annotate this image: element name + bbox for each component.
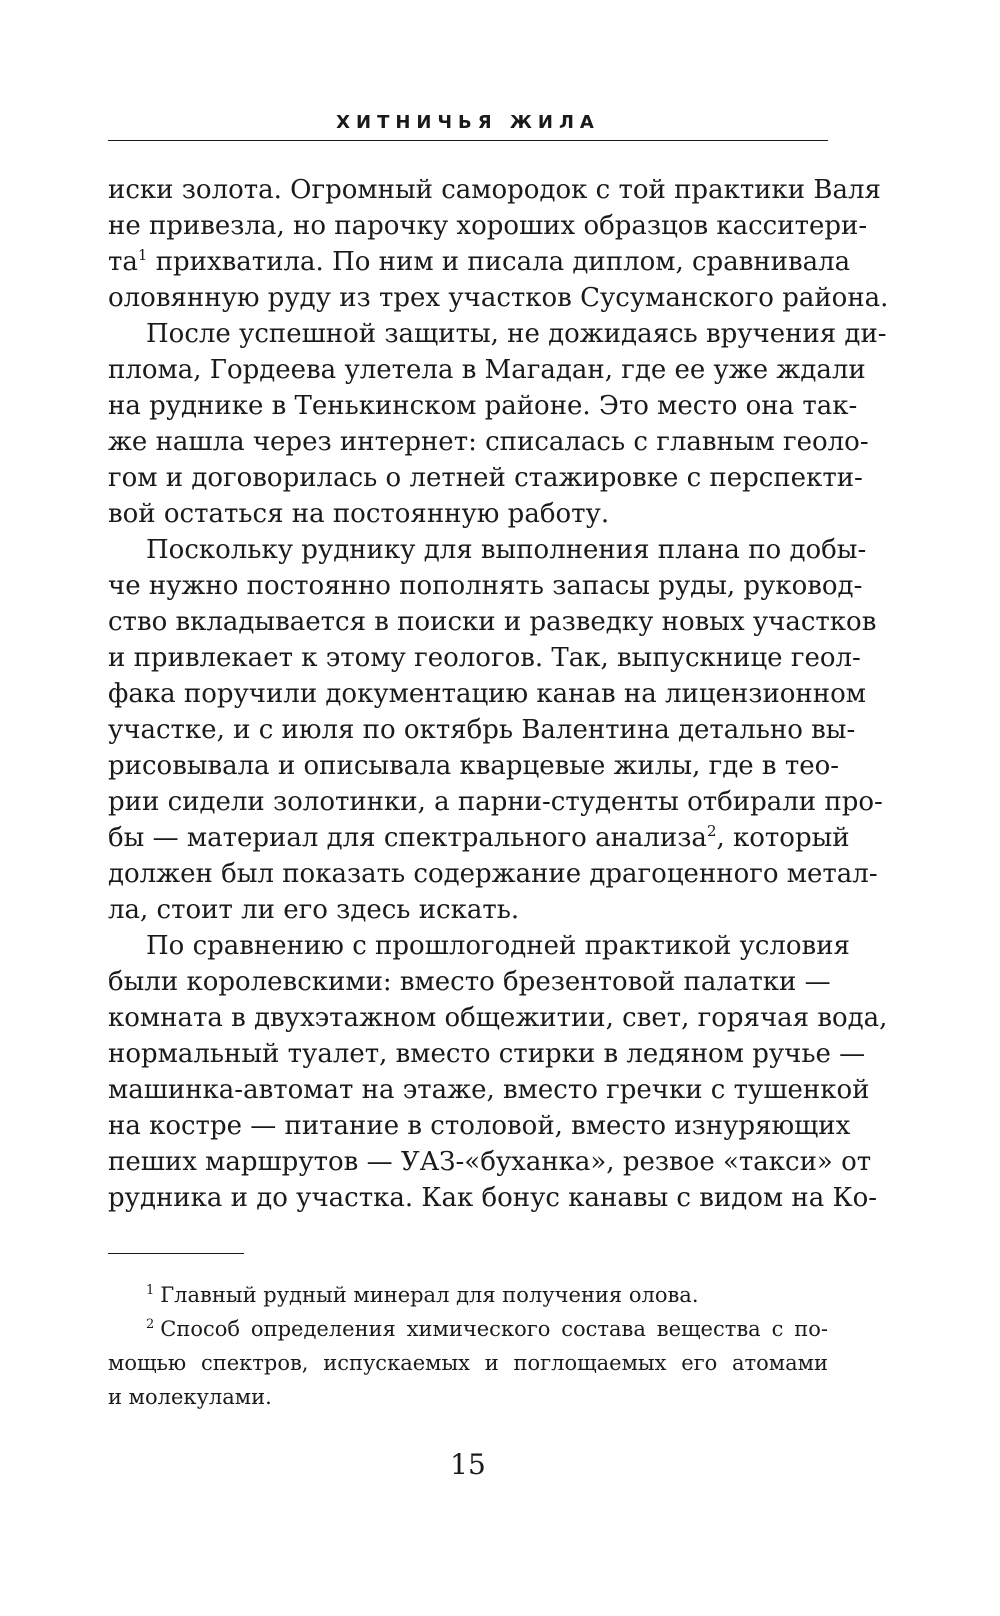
text-line: на руднике в Тенькинском районе. Это место она так-: [108, 391, 858, 421]
text-line: че нужно постоянно пополнять запасы руды, руковод-: [108, 571, 863, 601]
text-line: на костре — питание в столовой, вместо изнуряющих: [108, 1111, 851, 1141]
text-line: и привлекает к этому геологов. Так, выпускнице геол-: [108, 643, 861, 673]
header-rule: [108, 140, 828, 141]
text-line: рисовывала и описывала кварцевые жилы, где в тео-: [108, 751, 840, 781]
text-line: фака поручили документацию канав на лицензионном: [108, 679, 866, 709]
text-line: же нашла через интернет: списалась с главным геоло-: [108, 427, 869, 457]
footnotes: [108, 1278, 828, 1414]
text-line: рии сидели золотинки, а парни-студенты отбирали про-: [108, 787, 883, 817]
footnote-separator: [108, 1253, 244, 1254]
text-line: нормальный туалет, вместо стирки в ледяном ручье —: [108, 1039, 866, 1069]
text-line: должен был показать содержание драгоценного метал-: [108, 859, 878, 889]
text-line: пеших маршрутов — УАЗ-«буханка», резвое «такси» от: [108, 1147, 872, 1177]
footnote-2-line: мощью спектров, испускаемых и поглощаемых его атомами: [108, 1351, 828, 1375]
text-line: вой остаться на постоянную работу.: [108, 499, 610, 529]
text-line: Поскольку руднику для выполнения плана по добы-: [146, 535, 867, 565]
text-line: бы — материал для спектрального анализа$^2$, который: [108, 822, 850, 853]
text-line: плома, Гордеева улетела в Магадан, где ее уже ждали: [108, 355, 866, 385]
text-line: После успешной защиты, не дожидаясь вручения ди-: [146, 319, 887, 349]
footnote-mark: 2: [146, 1317, 155, 1332]
text-line: ство вкладывается в поиски и разведку новых участков: [108, 607, 877, 637]
footnote-ref-1[interactable]: 1: [137, 246, 148, 264]
footnote-2-line: и молекулами.: [108, 1385, 272, 1409]
text-line: ла, стоит ли его здесь искать.: [108, 895, 520, 925]
text-line: гом и договорилась о летней стажировке с перспекти-: [108, 463, 863, 493]
text-line: не привезла, но парочку хороших образцов касситери-: [108, 211, 868, 241]
footnote-1: $^1$ Главный рудный минерал для получения олова.: [146, 1283, 699, 1307]
running-title: ХИТНИЧЬЯ ЖИЛА: [336, 112, 600, 133]
text-line: $та^1$ прихватила. По ним и писала диплом, сравнивала: [108, 246, 851, 277]
text-line: машинка-автомат на этаже, вместо гречки с тушенкой: [108, 1075, 870, 1105]
body-text: [108, 172, 889, 1216]
text-line: участке, и с июля по октябрь Валентина детально вы-: [108, 715, 856, 745]
text-line: комната в двухэтажном общежитии, свет, горячая вода,: [108, 1003, 888, 1033]
text-line: оловянную руду из трех участков Сусуманского района.: [108, 283, 889, 313]
footnote-2: $^2$ Способ определения химического состава вещества с по-: [146, 1317, 828, 1341]
text-line: рудника и до участка. Как бонус канавы с видом на Ко-: [108, 1183, 878, 1213]
text-line: иски золота. Огромный самородок с той практики Валя: [108, 175, 881, 205]
footnote-ref-2[interactable]: 2: [706, 822, 717, 840]
text-line: По сравнению с прошлогодней практикой условия: [146, 931, 850, 961]
text-line: были королевскими: вместо брезентовой палатки —: [108, 967, 831, 997]
page-number: 15: [450, 1448, 486, 1481]
footnote-mark: 1: [146, 1283, 155, 1298]
